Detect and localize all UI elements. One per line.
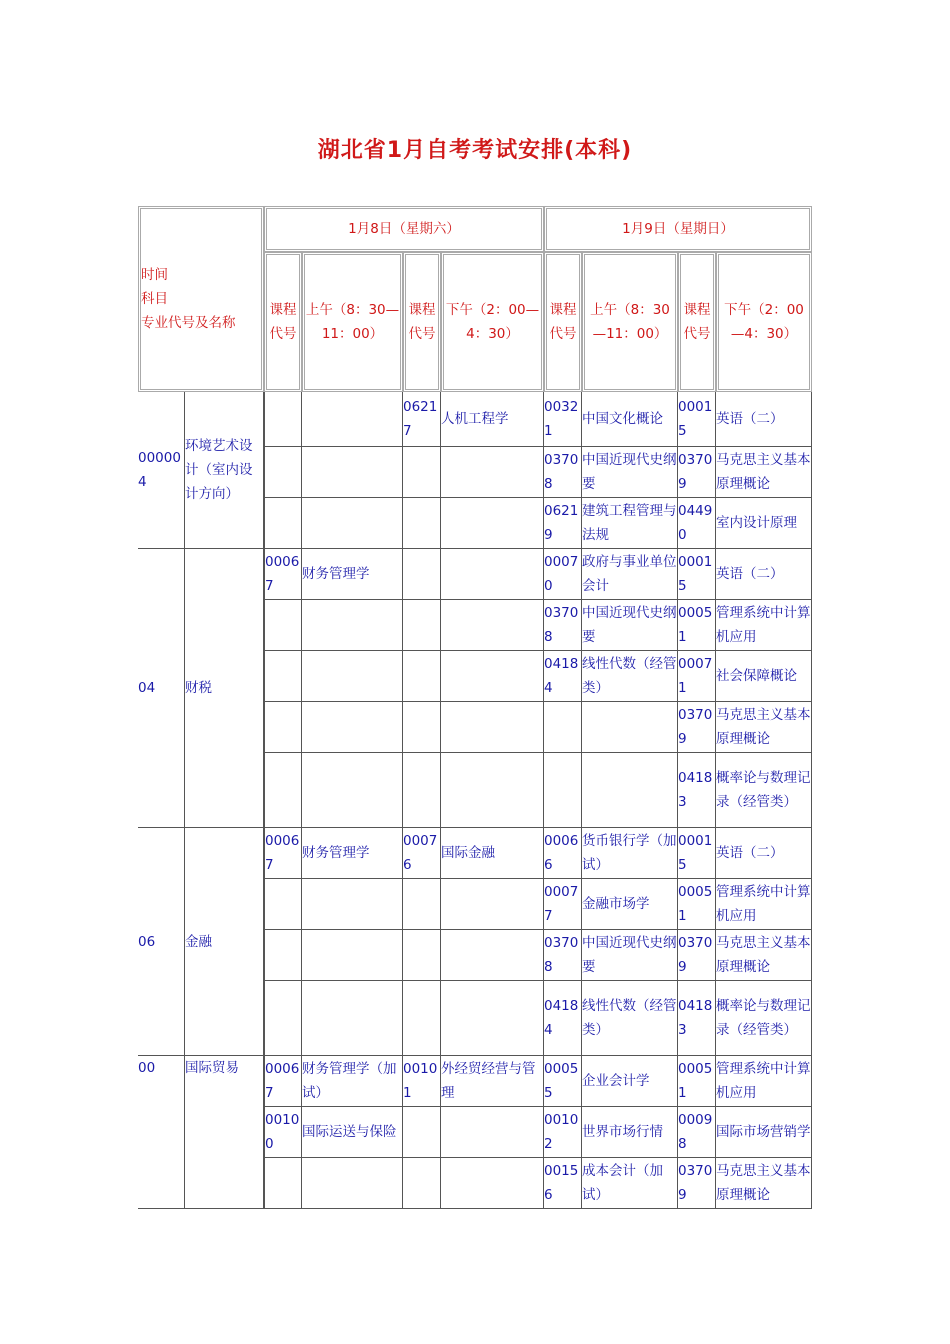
course-name-cell: 世界市场行情 — [582, 1107, 678, 1158]
course-code-cell — [264, 702, 302, 753]
course-code-cell — [544, 702, 582, 753]
header-corner-time: 时间 — [141, 267, 168, 283]
course-code-cell — [264, 447, 302, 498]
course-name-cell: 线性代数（经管类） — [582, 651, 678, 702]
course-name-cell — [441, 981, 544, 1056]
header-pm: 下午（2：00—4：30） — [441, 252, 544, 392]
course-code-cell — [544, 753, 582, 828]
course-code-cell — [403, 600, 441, 651]
header-course-code: 课程代号 — [264, 252, 302, 392]
course-name-cell — [441, 879, 544, 930]
course-code-cell: 03709 — [678, 447, 716, 498]
course-code-cell: 06217 — [403, 392, 441, 447]
table-row — [138, 549, 812, 600]
course-name-cell: 英语（二） — [716, 828, 812, 879]
course-code-cell — [264, 1158, 302, 1209]
course-name-cell — [441, 549, 544, 600]
major-code: 04 — [138, 549, 184, 828]
course-code-cell: 04184 — [544, 651, 582, 702]
course-code-cell: 00015 — [678, 392, 716, 447]
table-row — [138, 392, 812, 447]
course-code-cell — [403, 1158, 441, 1209]
course-name-cell: 国际市场营销学 — [716, 1107, 812, 1158]
course-name-cell: 财务管理学（加试） — [302, 1056, 403, 1107]
header-day1: 1月8日（星期六） — [264, 206, 544, 252]
course-code-cell: 00051 — [678, 879, 716, 930]
course-code-cell: 00066 — [544, 828, 582, 879]
course-code-cell — [264, 981, 302, 1056]
header-pm: 下午（2：00—4：30） — [716, 252, 812, 392]
course-code-cell: 00051 — [678, 600, 716, 651]
course-name-cell — [302, 651, 403, 702]
course-name-cell — [441, 447, 544, 498]
course-code-cell — [403, 651, 441, 702]
course-code-cell: 00102 — [544, 1107, 582, 1158]
course-name-cell — [302, 498, 403, 549]
course-code-cell: 00070 — [544, 549, 582, 600]
major-code: 00 — [138, 1056, 184, 1209]
course-name-cell: 建筑工程管理与法规 — [582, 498, 678, 549]
course-code-cell: 00015 — [678, 828, 716, 879]
course-name-cell: 财务管理学 — [302, 828, 403, 879]
course-name-cell: 企业会计学 — [582, 1056, 678, 1107]
course-name-cell: 人机工程学 — [441, 392, 544, 447]
course-name-cell — [302, 879, 403, 930]
major-name: 环境艺术设计（室内设计方向） — [184, 392, 264, 549]
course-name-cell — [441, 1158, 544, 1209]
course-code-cell: 04490 — [678, 498, 716, 549]
major-name: 国际贸易 — [184, 1056, 264, 1209]
course-name-cell: 社会保障概论 — [716, 651, 812, 702]
course-code-cell: 03709 — [678, 1158, 716, 1209]
course-name-cell — [582, 753, 678, 828]
course-code-cell — [403, 447, 441, 498]
course-code-cell: 04184 — [544, 981, 582, 1056]
course-code-cell — [403, 702, 441, 753]
course-code-cell: 00067 — [264, 549, 302, 600]
course-name-cell: 财务管理学 — [302, 549, 403, 600]
course-code-cell — [264, 753, 302, 828]
header-course-code: 课程代号 — [678, 252, 716, 392]
course-code-cell — [403, 498, 441, 549]
course-code-cell: 03708 — [544, 600, 582, 651]
course-name-cell: 英语（二） — [716, 549, 812, 600]
course-name-cell: 货币银行学（加试） — [582, 828, 678, 879]
course-name-cell — [441, 651, 544, 702]
course-name-cell: 中国近现代史纲要 — [582, 930, 678, 981]
course-name-cell: 马克思主义基本原理概论 — [716, 702, 812, 753]
course-name-cell: 室内设计原理 — [716, 498, 812, 549]
header-corner — [138, 206, 264, 392]
header-course-code: 课程代号 — [403, 252, 441, 392]
course-code-cell — [403, 1107, 441, 1158]
course-code-cell: 00076 — [403, 828, 441, 879]
course-name-cell — [441, 498, 544, 549]
course-name-cell: 英语（二） — [716, 392, 812, 447]
course-code-cell — [264, 930, 302, 981]
course-code-cell — [264, 651, 302, 702]
course-code-cell: 00156 — [544, 1158, 582, 1209]
course-code-cell: 03708 — [544, 930, 582, 981]
course-code-cell — [403, 879, 441, 930]
course-name-cell — [441, 1107, 544, 1158]
course-code-cell: 04183 — [678, 981, 716, 1056]
header-corner-subject: 科目 — [141, 291, 168, 307]
course-name-cell — [441, 930, 544, 981]
course-name-cell: 概率论与数理记录（经管类） — [716, 753, 812, 828]
course-code-cell: 00067 — [264, 1056, 302, 1107]
header-course-code: 课程代号 — [544, 252, 582, 392]
course-name-cell: 成本会计（加试） — [582, 1158, 678, 1209]
course-name-cell: 管理系统中计算机应用 — [716, 600, 812, 651]
header-am: 上午（8：30—11：00） — [302, 252, 403, 392]
course-code-cell: 03709 — [678, 702, 716, 753]
course-code-cell: 00071 — [678, 651, 716, 702]
course-name-cell — [302, 1158, 403, 1209]
course-name-cell — [302, 702, 403, 753]
course-name-cell: 马克思主义基本原理概论 — [716, 447, 812, 498]
course-code-cell — [403, 753, 441, 828]
course-name-cell — [302, 600, 403, 651]
course-name-cell: 中国近现代史纲要 — [582, 447, 678, 498]
course-name-cell: 国际金融 — [441, 828, 544, 879]
course-name-cell: 概率论与数理记录（经管类） — [716, 981, 812, 1056]
course-name-cell: 马克思主义基本原理概论 — [716, 930, 812, 981]
course-code-cell: 00077 — [544, 879, 582, 930]
header-corner-major: 专业代号及名称 — [141, 315, 236, 331]
course-name-cell — [302, 930, 403, 981]
course-code-cell — [403, 930, 441, 981]
course-name-cell: 金融市场学 — [582, 879, 678, 930]
course-code-cell: 00101 — [403, 1056, 441, 1107]
course-name-cell — [582, 702, 678, 753]
course-code-cell: 00098 — [678, 1107, 716, 1158]
major-code: 06 — [138, 828, 184, 1056]
course-code-cell — [403, 549, 441, 600]
course-name-cell: 管理系统中计算机应用 — [716, 1056, 812, 1107]
course-name-cell: 外经贸经营与管理 — [441, 1056, 544, 1107]
course-code-cell — [264, 392, 302, 447]
course-name-cell: 中国近现代史纲要 — [582, 600, 678, 651]
course-code-cell — [264, 498, 302, 549]
course-code-cell: 03708 — [544, 447, 582, 498]
major-name: 金融 — [184, 828, 264, 1056]
header-am: 上午（8：30—11：00） — [582, 252, 678, 392]
course-name-cell — [302, 753, 403, 828]
course-code-cell: 00067 — [264, 828, 302, 879]
course-code-cell: 00051 — [678, 1056, 716, 1107]
course-code-cell: 00321 — [544, 392, 582, 447]
course-name-cell — [441, 753, 544, 828]
course-name-cell: 马克思主义基本原理概论 — [716, 1158, 812, 1209]
course-name-cell — [441, 600, 544, 651]
table-row — [138, 828, 812, 879]
exam-schedule-table — [138, 206, 812, 1209]
course-name-cell: 中国文化概论 — [582, 392, 678, 447]
course-name-cell — [302, 392, 403, 447]
course-code-cell: 06219 — [544, 498, 582, 549]
course-code-cell: 00100 — [264, 1107, 302, 1158]
course-name-cell — [302, 447, 403, 498]
course-code-cell: 00015 — [678, 549, 716, 600]
course-name-cell: 线性代数（经管类） — [582, 981, 678, 1056]
major-name: 财税 — [184, 549, 264, 828]
course-name-cell — [441, 702, 544, 753]
course-name-cell: 政府与事业单位会计 — [582, 549, 678, 600]
header-day2: 1月9日（星期日） — [544, 206, 812, 252]
course-name-cell: 国际运送与保险 — [302, 1107, 403, 1158]
course-code-cell: 04183 — [678, 753, 716, 828]
course-name-cell — [302, 981, 403, 1056]
course-code-cell — [264, 600, 302, 651]
page-title: 湖北省1月自考考试安排(本科) — [317, 138, 633, 163]
course-name-cell: 管理系统中计算机应用 — [716, 879, 812, 930]
table-row — [138, 1056, 812, 1107]
course-code-cell: 00055 — [544, 1056, 582, 1107]
course-code-cell — [264, 879, 302, 930]
major-code: 000004 — [138, 392, 184, 549]
course-code-cell — [403, 981, 441, 1056]
course-code-cell: 03709 — [678, 930, 716, 981]
